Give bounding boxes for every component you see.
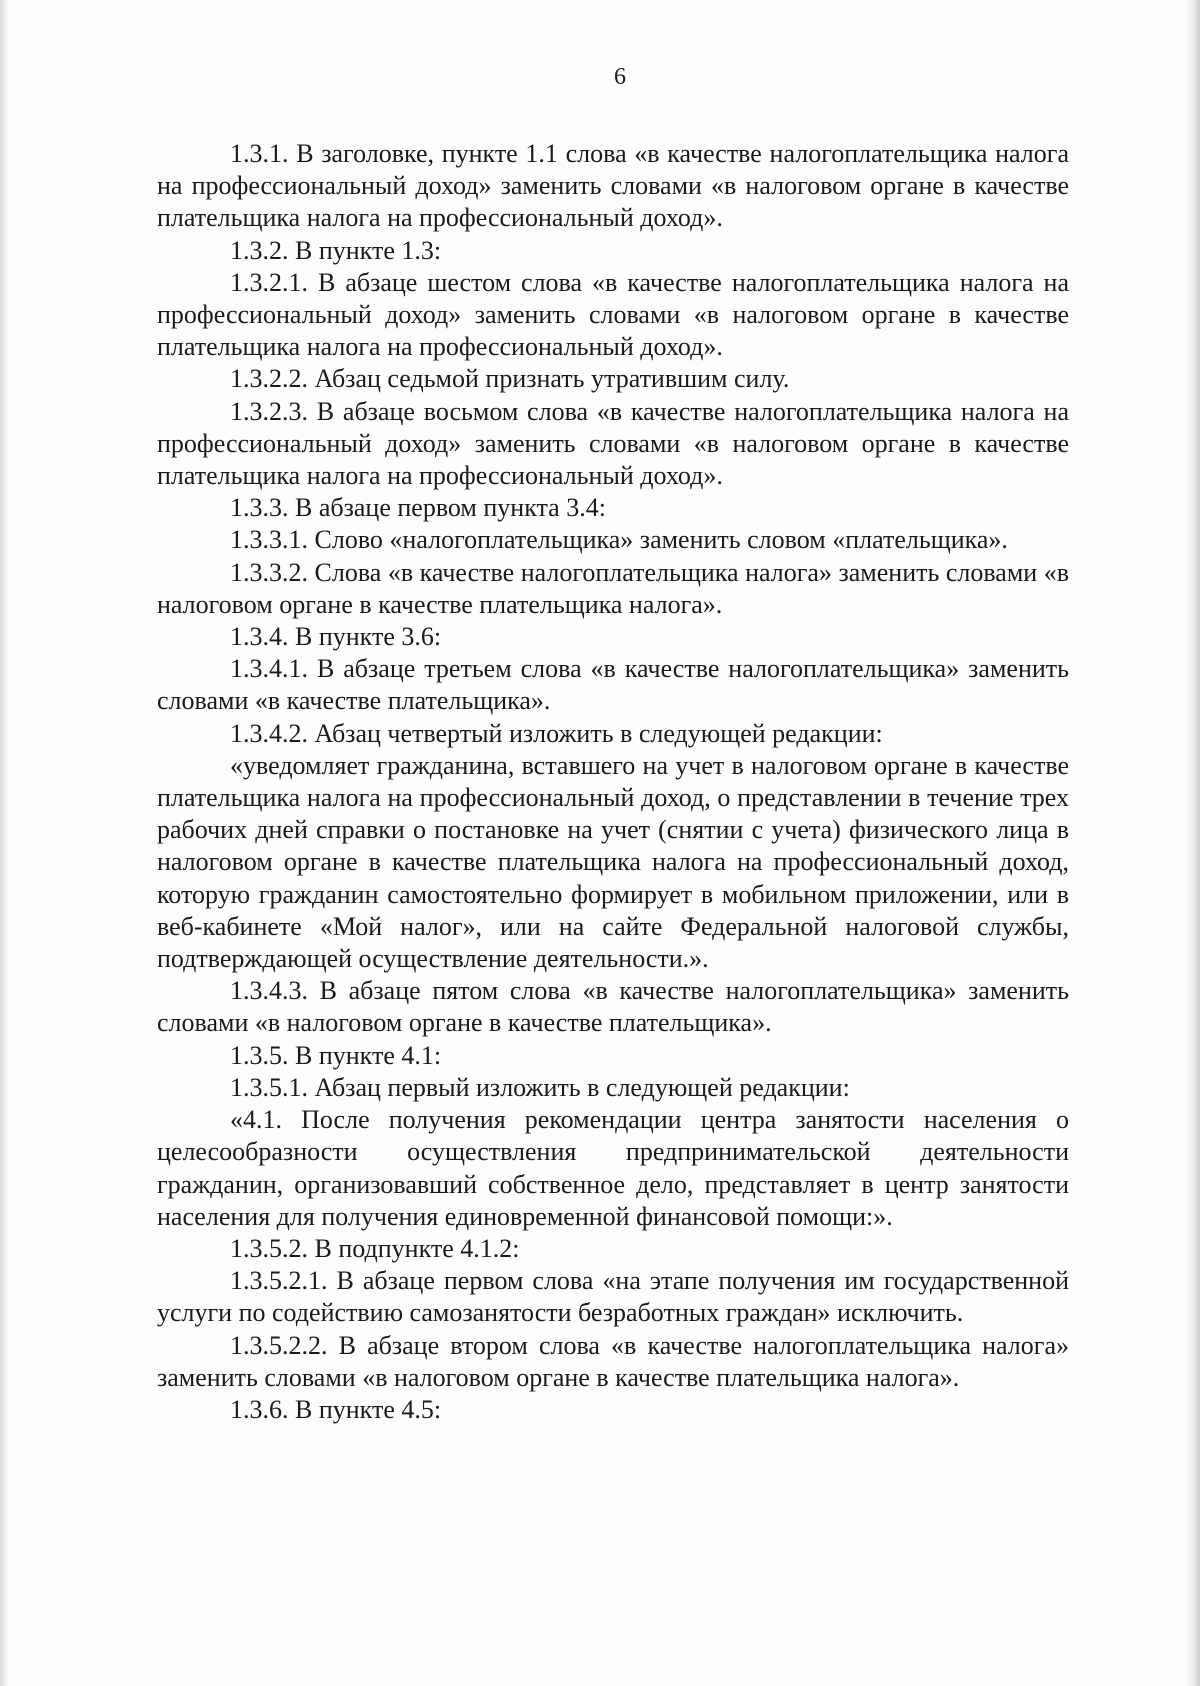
paragraph-1-3-4-1: 1.3.4.1. В абзаце третьем слова «в качестве налогоплательщика» заменить словами «в качестве плательщика». xyxy=(157,654,1069,716)
paragraph-1-3-1: 1.3.1. В заголовке, пункте 1.1 слова «в качестве налогоплательщика налога на профессиональный доход» заменить словами «в налоговом органе в качестве плательщика налога на профессиональный доход». xyxy=(157,139,1069,233)
paragraph-1-3-6: 1.3.6. В пункте 4.5: xyxy=(230,1394,442,1424)
paragraph-1-3-5: 1.3.5. В пункте 4.1: xyxy=(230,1040,442,1070)
paragraph-1-3-2: 1.3.2. В пункте 1.3: xyxy=(230,235,442,265)
paragraph-1-3-3-1: 1.3.3.1. Слово «налогоплательщика» заменить словом «плательщика». xyxy=(230,525,1008,555)
paragraph-1-3-5-2-2: 1.3.5.2.2. В абзаце втором слова «в качестве налогоплательщика налога» заменить словами «в налоговом органе в качестве плательщика налога». xyxy=(157,1330,1069,1392)
paragraph-1-3-5-2-1: 1.3.5.2.1. В абзаце первом слова «на этапе получения им государственной услуги по содействию самозанятости безработных граждан» исключить. xyxy=(157,1266,1069,1328)
paragraph-1-3-4-3: 1.3.4.3. В абзаце пятом слова «в качестве налогоплательщика» заменить словами «в налоговом органе в качестве плательщика». xyxy=(157,976,1069,1038)
quoted-paragraph-notification: «уведомляет гражданина, вставшего на учет в налоговом органе в качестве плательщика налога на профессиональный доход, о представлении в течение трех рабочих дней справки о постановке на учет (снятии с учета) физического лица в налоговом органе в качестве плательщика налога на профессиональный доход, которую гражданин самостоятельно формирует в мобильном приложении, или в веб-кабинете «Мой налог», или на сайте Федеральной налоговой службы, подтверждающей осуществление деятельности.». xyxy=(157,750,1069,974)
paragraph-1-3-5-2: 1.3.5.2. В подпункте 4.1.2: xyxy=(230,1233,520,1263)
scan-edge-right xyxy=(1186,0,1200,1686)
page-number: 6 xyxy=(614,64,626,90)
paragraph-1-3-2-1: 1.3.2.1. В абзаце шестом слова «в качестве налогоплательщика налога на профессиональный доход» заменить словами «в налоговом органе в качестве плательщика налога на профессиональный доход». xyxy=(157,267,1069,362)
paragraph-1-3-3-2: 1.3.3.2. Слова «в качестве налогоплательщика налога» заменить словами «в налоговом органе в качестве плательщика налога». xyxy=(157,557,1069,619)
quoted-paragraph-4-1: «4.1. После получения рекомендации центра занятости населения о целесообразности осуществления предпринимательской деятельности гражданин, организовавший собственное дело, представляет в центр занятости населения для получения единовременной финансовой помощи:». xyxy=(157,1105,1069,1231)
paragraph-1-3-2-3: 1.3.2.3. В абзаце восьмом слова «в качестве налогоплательщика налога на профессиональный доход» заменить словами «в налоговом органе в качестве плательщика налога на профессиональный доход». xyxy=(157,396,1069,491)
paragraph-1-3-4-2: 1.3.4.2. Абзац четвертый изложить в следующей редакции: xyxy=(230,718,883,748)
scan-edge-left xyxy=(0,0,10,1686)
document-body xyxy=(157,138,1069,1426)
paragraph-1-3-4: 1.3.4. В пункте 3.6: xyxy=(230,622,442,652)
paragraph-1-3-3: 1.3.3. В абзаце первом пункта 3.4: xyxy=(230,493,606,523)
paragraph-1-3-5-1: 1.3.5.1. Абзац первый изложить в следующей редакции: xyxy=(230,1072,850,1102)
paragraph-1-3-2-2: 1.3.2.2. Абзац седьмой признать утратившим силу. xyxy=(230,364,790,394)
